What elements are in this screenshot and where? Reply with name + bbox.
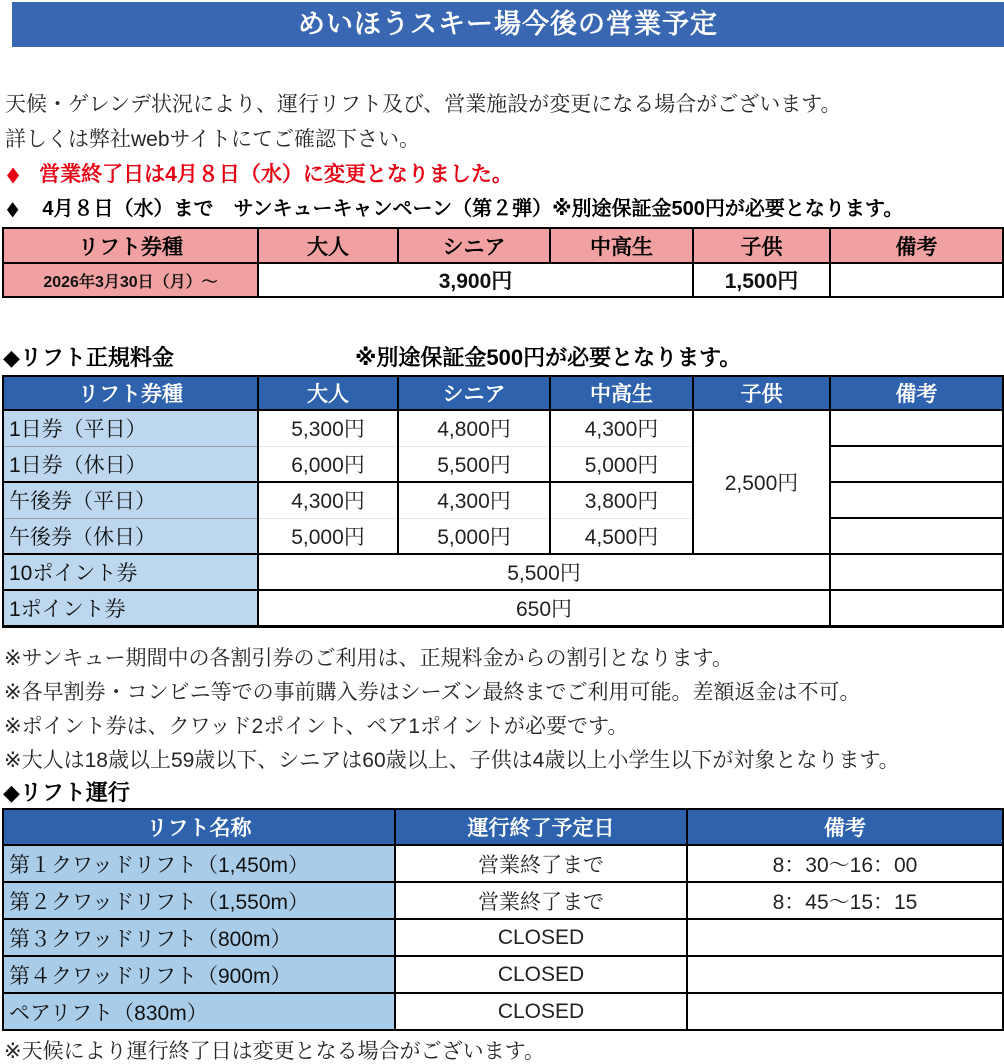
row-label: 午後券（休日） [3,518,258,554]
intro-block [0,87,1004,227]
campaign-price-child: 1,500円 [693,263,830,297]
lift-remarks: 8：45～15：15 [687,882,1003,919]
remarks-cell [830,554,1003,590]
lift-remarks [687,919,1003,956]
lift-remarks: 8：30～16：00 [687,845,1003,882]
row-label: 午後券（平日） [3,482,258,518]
regular-price-section-title [0,345,1004,370]
lift-operation-table [2,808,1004,1031]
lift-remarks [687,993,1003,1030]
price-adult: 5,000円 [258,518,398,554]
remarks-cell [830,410,1003,446]
price-adult: 5,300円 [258,410,398,446]
regular-table-header-row [3,376,1003,410]
column-header-senior: シニア [398,228,550,263]
notes-block [0,642,1004,778]
lift-row-pair [3,993,1003,1030]
price-senior: 5,000円 [398,518,550,554]
weather-disclaimer: ※天候により運行終了日は変更となる場合がございます。 [4,1040,545,1063]
alert-campaign-text: 4月８日（水）まで サンキューキャンペーン（第２弾）※別途保証金500円が必要となります。 [42,198,904,220]
note-line-2: ※各早割券・コンビニ等での事前購入券はシーズン最終までご利用可能。差額返金は不可。 [4,681,861,704]
column-header-child: 子供 [693,376,830,410]
column-header-teen: 中高生 [550,228,693,263]
row-label: 1日券（休日） [3,446,258,482]
lift-remarks [687,956,1003,993]
regular-price-title: ◆リフト正規料金 [3,345,174,370]
price-senior: 4,800円 [398,410,550,446]
price-senior: 4,300円 [398,482,550,518]
table-row-10-point [3,554,1003,590]
price-adult: 4,300円 [258,482,398,518]
column-header-remarks: 備考 [687,809,1003,845]
column-header-lift-name: リフト名称 [3,809,395,845]
campaign-remarks-cell [830,263,1003,297]
remarks-cell [830,590,1003,627]
lift-end-date: 営業終了まで [395,882,687,919]
lift-row-quad4 [3,956,1003,993]
price-merged: 5,500円 [258,554,830,590]
lift-name: 第２クワッドリフト（1,550m） [3,882,395,919]
remarks-cell [830,482,1003,518]
note-line-4: ※大人は18歳以上59歳以下、シニアは60歳以上、子供は4歳以上小学生以下が対象となります。 [4,749,900,772]
column-header-teen: 中高生 [550,376,693,410]
column-header-adult: 大人 [258,376,398,410]
note-line-3: ※ポイント券は、クワッド2ポイント、ペア1ポイントが必要です。 [4,715,629,738]
price-teen: 4,500円 [550,518,693,554]
intro-line-1: 天候・ゲレンデ状況により、運行リフト及び、営業施設が変更になる場合がございます。 [5,93,842,116]
alert-end-date-text: 営業終了日は4月８日（水）に変更となりました。 [39,163,513,186]
regular-price-table [2,375,1004,628]
column-header-adult: 大人 [258,228,398,263]
campaign-table-header-row [3,228,1003,263]
table-row-day-weekday [3,410,1003,446]
lift-name: ペアリフト（830m） [3,993,395,1030]
row-label: 1日券（平日） [3,410,258,446]
row-label: 10ポイント券 [3,554,258,590]
campaign-date-label: 2026年3月30日（月）～ [3,263,258,297]
lift-name: 第１クワッドリフト（1,450m） [3,845,395,882]
table-row-1-point [3,590,1003,627]
column-header-child: 子供 [693,228,830,263]
lift-end-date: CLOSED [395,993,687,1030]
campaign-table-row [3,263,1003,297]
column-header-remarks: 備考 [830,228,1003,263]
note-line-1: ※サンキュー期間中の各割引券のご利用は、正規料金からの割引となります。 [4,647,733,670]
price-child-merged: 2,500円 [693,410,830,554]
lift-row-quad1 [3,845,1003,882]
diamond-icon: ◆ [7,163,20,186]
price-adult: 6,000円 [258,446,398,482]
lift-name: 第４クワッドリフト（900m） [3,956,395,993]
table-row-day-holiday [3,446,1003,482]
row-label: 1ポイント券 [3,590,258,627]
column-header-senior: シニア [398,376,550,410]
column-header-ticket-type: リフト券種 [3,228,258,263]
lift-table-header-row [3,809,1003,845]
diamond-icon: ◆ [6,198,19,220]
alert-campaign [5,192,1004,227]
price-teen: 4,300円 [550,410,693,446]
campaign-price-table [2,227,1004,298]
table-row-afternoon-weekday [3,482,1003,518]
table-row-afternoon-holiday [3,518,1003,554]
lift-row-quad2 [3,882,1003,919]
alert-end-date-change [5,157,1004,192]
price-teen: 5,000円 [550,446,693,482]
column-header-remarks: 備考 [830,376,1003,410]
price-senior: 5,500円 [398,446,550,482]
lift-end-date: CLOSED [395,919,687,956]
remarks-cell [830,518,1003,554]
lift-name: 第３クワッドリフト（800m） [3,919,395,956]
regular-price-subtitle: ※別途保証金500円が必要となります。 [355,345,742,370]
lift-end-date: CLOSED [395,956,687,993]
intro-line-2: 詳しくは弊社webサイトにてご確認下さい。 [5,128,421,151]
column-header-ticket-type: リフト券種 [3,376,258,410]
page-title: めいほうスキー場今後の営業予定 [12,2,1004,47]
remarks-cell [830,446,1003,482]
campaign-price-adult-senior-teen: 3,900円 [258,263,693,297]
lift-row-quad3 [3,919,1003,956]
price-teen: 3,800円 [550,482,693,518]
price-merged: 650円 [258,590,830,627]
lift-end-date: 営業終了まで [395,845,687,882]
lift-operation-section-title: ◆リフト運行 [3,780,130,805]
column-header-end-date: 運行終了予定日 [395,809,687,845]
